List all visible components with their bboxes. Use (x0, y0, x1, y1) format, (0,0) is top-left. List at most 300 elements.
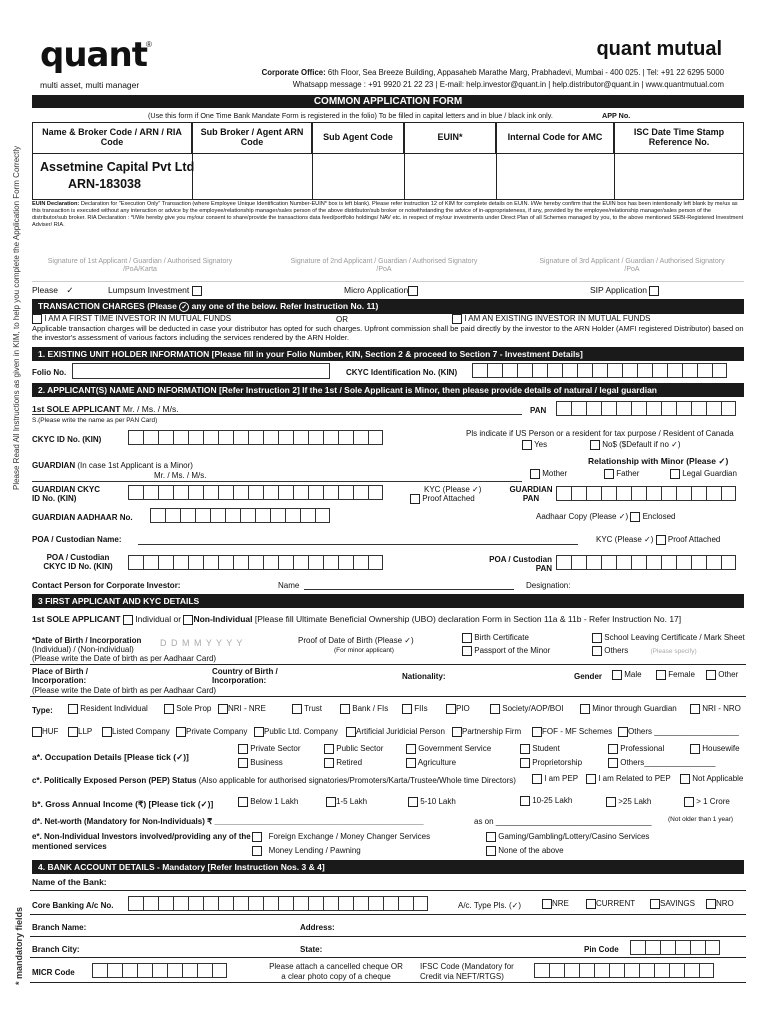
type-option-label: FIIs (414, 704, 428, 714)
gender-male-option[interactable] (612, 670, 642, 680)
section2-header: 2. APPLICANT(S) NAME AND INFORMATION [Refer Instruction 2] If the 1st / Sole Applicant is Minor, then please provide details of natural / legal guardian (32, 383, 744, 397)
ac-nro-option[interactable] (706, 899, 734, 909)
male-checkbox[interactable] (612, 670, 622, 680)
ckyc-id-label: CKYC ID No. (KIN) (32, 435, 102, 444)
sole-mr-label: Mr. / Ms. / M/s. (122, 404, 179, 414)
type-option-label: LLP (78, 727, 93, 737)
pep-row (32, 776, 516, 785)
type2-fof[interactable] (532, 727, 612, 737)
ifsc-label: IFSC Code (Mandatory for Credit via NEFT/RTGS) (420, 962, 514, 981)
place-birth-note: (Please write the Date of birth as per Aadhaar Card) (32, 686, 217, 695)
gender-other-option[interactable] (706, 670, 738, 680)
birth-cert-checkbox[interactable] (462, 633, 472, 643)
ac-type-checkbox[interactable] (650, 899, 660, 909)
occupation-checkbox[interactable] (238, 744, 248, 754)
aadhaar-copy-option[interactable]: Aadhaar Copy (Please ✓) Enclosed (536, 512, 676, 522)
type-checkbox[interactable] (102, 727, 112, 737)
occ-business[interactable] (238, 758, 283, 768)
occupation-checkbox[interactable] (406, 758, 416, 768)
sole-applicant-label: 1st SOLE APPLICANT (32, 404, 121, 414)
pep-label: c*. Politically Exposed Person (PEP) Status (32, 776, 197, 785)
income-checkbox[interactable] (326, 797, 336, 807)
svc-option-2[interactable] (252, 846, 361, 856)
guardian-proof-label: Proof Attached (422, 494, 475, 504)
us-person-label: Pls indicate if US Person or a resident for tax purpose / Resident of Canada (466, 429, 734, 438)
country-birth-label: Country of Birth / Incorporation: (212, 667, 278, 685)
type-checkbox[interactable] (532, 727, 542, 737)
income-option-label: > 1 Crore (696, 797, 730, 807)
brand-name: quant mutual (596, 38, 722, 60)
occupation-option-label: Private Sector (250, 744, 301, 754)
tick-icon: ✓ (472, 485, 479, 494)
guardian-proof-checkbox[interactable] (410, 494, 420, 504)
lumpsum-checkbox[interactable] (192, 286, 202, 296)
poa-pan-boxes[interactable] (556, 555, 736, 570)
us-yes-checkbox[interactable] (522, 440, 532, 450)
guardian-ckyc-label: GUARDIAN CKYC ID No. (KIN) (32, 485, 100, 503)
folio-input[interactable] (72, 363, 330, 379)
occupation-option-label: Public Sector (336, 744, 384, 754)
income-text: b*. Gross Annual Income (₹) [Please tick ( (32, 799, 201, 809)
passport-option[interactable] (462, 646, 550, 656)
minor-applicant-note: (For minor applicant) (334, 647, 394, 654)
occupation-option-label: Government Service (418, 744, 492, 754)
occupation-checkbox[interactable] (406, 744, 416, 754)
gender-female-option[interactable] (656, 670, 695, 680)
type-nri-nro[interactable] (690, 704, 741, 714)
type2-huf[interactable] (32, 727, 58, 737)
dob-sub: (Individual) / (Non-individual) (32, 645, 134, 654)
svc-option-3[interactable] (486, 832, 649, 842)
kyc-sole-row (32, 614, 681, 625)
guardian-kyc-text: KYC (Please (424, 485, 470, 494)
type-option-label: Partnership Firm (462, 727, 522, 737)
relationship-text: Relationship with Minor (Please (588, 456, 716, 466)
poa-ckyc-boxes[interactable] (128, 555, 383, 570)
legal-guardian-checkbox[interactable] (670, 469, 680, 479)
tick-icon: ✓ (66, 285, 74, 295)
type2-ajp[interactable] (346, 727, 445, 737)
ac-type-checkbox[interactable] (542, 899, 552, 909)
type-label: Type: (32, 706, 53, 715)
sip-checkbox[interactable] (649, 286, 659, 296)
occ-professional[interactable] (608, 744, 664, 754)
type-checkbox[interactable] (68, 704, 78, 714)
guardian-pan-boxes[interactable] (556, 486, 736, 501)
occ-public[interactable] (324, 744, 383, 754)
type2-others[interactable] (618, 727, 739, 737)
transaction-charges-header (32, 299, 744, 314)
svc-option-4[interactable] (486, 846, 564, 856)
mother-option[interactable] (530, 469, 567, 479)
income-option-4[interactable] (520, 796, 572, 806)
income-checkbox[interactable] (606, 797, 616, 807)
as-on-field[interactable]: as on ___________________________________ (474, 817, 652, 826)
guardian-mr: Mr. / Ms. / M/s. (154, 471, 207, 480)
occupation-text: a*. Occupation Details [Please tick ( (32, 752, 177, 762)
type-option-label: Minor through Guardian (592, 704, 677, 714)
ac-nre-option[interactable] (542, 899, 569, 909)
poa-name-input[interactable] (138, 544, 578, 545)
type-checkbox[interactable] (32, 727, 42, 737)
pep-option-label: I am PEP (544, 774, 579, 784)
income-option-label: 10-25 Lakh (532, 796, 573, 806)
service-checkbox[interactable] (252, 846, 262, 856)
ac-type-checkbox[interactable] (706, 899, 716, 909)
contact-name-label: Name (278, 581, 300, 590)
section1-header: 1. EXISTING UNIT HOLDER INFORMATION [Please fill in your Folio Number, KIN, Section 2 & proceed to Section 7 - Investment Details] (32, 347, 744, 361)
type-nri-nre[interactable] (218, 704, 266, 714)
type-trust[interactable] (292, 704, 322, 714)
tick-circle-icon: ✓ (179, 302, 189, 312)
type-checkbox[interactable] (292, 704, 302, 714)
school-cert-option[interactable] (592, 633, 745, 643)
service-checkbox[interactable] (486, 832, 496, 842)
service-checkbox[interactable] (252, 832, 262, 842)
mother-checkbox[interactable] (530, 469, 540, 479)
type-checkbox[interactable] (446, 704, 456, 714)
father-option[interactable] (604, 469, 639, 479)
non-individual-checkbox[interactable] (183, 615, 193, 625)
occ-others[interactable] (608, 758, 715, 768)
broker-divider-3 (404, 154, 405, 200)
type-society[interactable] (490, 704, 564, 714)
state-label: State: (300, 945, 323, 954)
passport-checkbox[interactable] (462, 646, 472, 656)
service-option-label: Foreign Exchange / Money Changer Services (268, 832, 431, 842)
guardian-proof-option[interactable] (410, 494, 475, 504)
type-checkbox[interactable] (218, 704, 228, 714)
quant-logo: quant (40, 35, 147, 75)
type-checkbox[interactable] (176, 727, 186, 737)
first-time-checkbox[interactable] (32, 314, 42, 324)
us-yes-label: Yes (534, 440, 548, 450)
place-birth-label: Place of Birth / Incorporation: (32, 667, 89, 685)
poa-name-label: POA / Custodian Name: (32, 535, 122, 544)
occ-housewife[interactable] (690, 744, 740, 754)
guardian-kyc-label: KYC (Please ✓) (424, 485, 482, 494)
individual-checkbox[interactable] (123, 615, 133, 625)
income-checkbox[interactable] (684, 797, 694, 807)
mother-label: Mother (542, 469, 568, 479)
guardian-label: GUARDIAN (32, 461, 76, 470)
occ-retired[interactable] (324, 758, 362, 768)
legal-guardian-option[interactable] (670, 469, 737, 479)
type-option-label: NRI - NRE (228, 704, 266, 714)
school-cert-label: School Leaving Certificate / Mark Sheet (604, 633, 745, 643)
occ-proprietorship[interactable] (520, 758, 582, 768)
guardian-aadhaar-label: GUARDIAN AADHAAR No. (32, 513, 133, 522)
income-label: b*. Gross Annual Income (₹) [Please tick (✓)] (32, 799, 214, 809)
type-minor[interactable] (580, 704, 677, 714)
pan-label: PAN (530, 406, 547, 415)
type-option-label: HUF (42, 727, 59, 737)
ac-type-option-label: NRO (716, 899, 734, 909)
service-option-label: None of the above (498, 846, 564, 856)
occ-govt[interactable] (406, 744, 491, 754)
designation-label: Designation: (526, 581, 571, 590)
us-no-checkbox[interactable] (590, 440, 600, 450)
others-dob-option[interactable] (592, 646, 697, 656)
father-label: Father (616, 469, 640, 479)
type2-partnership[interactable] (452, 727, 521, 737)
dob-format-input[interactable]: D D M M Y Y Y Y (160, 638, 244, 648)
contact-person-label: Contact Person for Corporate Investor: (32, 581, 181, 590)
service-checkbox[interactable] (486, 846, 496, 856)
place-top-line (30, 664, 746, 665)
branch-name-label: Branch Name: (32, 923, 87, 932)
cheque-note: Please attach a cancelled cheque OR a clear photo copy of a cheque (269, 962, 403, 981)
occupation-option-label: Business (250, 758, 283, 768)
broker-name[interactable]: Assetmine Capital Pvt Ltd (40, 160, 195, 174)
pan-boxes[interactable] (556, 401, 736, 416)
occupation-option-label: Agriculture (417, 758, 457, 768)
occupation-checkbox[interactable] (690, 744, 700, 754)
us-no-option[interactable]: No$ ($Default if no ✓) (590, 440, 681, 450)
type2-private[interactable] (176, 727, 247, 737)
signature-1[interactable]: Signature of 1st Applicant / Guardian / Authorised Signatory /PoA/Karta (47, 258, 233, 274)
pep-option-1[interactable] (532, 774, 578, 784)
sub-broker-header: Sub Broker / Agent ARN Code (192, 122, 312, 154)
please-label: Please (32, 285, 58, 295)
transaction-note: Applicable transaction charges will be deducted in case your distributor has opted for such charges. Upfront commission shall be paid directly by the investor to the ARN Holder (AMFI registered Distributor) based on the investor's assessment of various factors including the services rendered by the ARN Holder. (32, 324, 744, 343)
type-fiis[interactable] (402, 704, 428, 714)
pep-note: (Also applicable for authorised signatories/Promoters/Karta/Trustee/Whole time Directors) (198, 776, 516, 785)
type2-public[interactable] (254, 727, 338, 737)
father-checkbox[interactable] (604, 469, 614, 479)
guardian-note: (In case 1st Applicant is a Minor) (77, 461, 193, 470)
signature-2[interactable]: Signature of 2nd Applicant / Guardian / Authorised Signatory /PoA (290, 258, 478, 274)
existing-option[interactable] (452, 314, 650, 324)
ac-current-option[interactable] (586, 899, 635, 909)
first-time-label: I AM A FIRST TIME INVESTOR IN MUTUAL FUNDS (44, 314, 232, 324)
tick-icon: ✓ (644, 535, 651, 545)
broker-arn[interactable]: ARN-183038 (68, 177, 141, 191)
type-option-label: FOF - MF Schemes (542, 727, 613, 737)
type-checkbox[interactable] (402, 704, 412, 714)
occupation-option-label: Proprietorship (532, 758, 583, 768)
poa-ckyc-label: POA / Custodian CKYC ID No. (KIN) (43, 553, 113, 571)
core-banking-boxes[interactable] (128, 896, 428, 911)
folio-label: Folio No. (32, 368, 67, 377)
income-option-5[interactable] (606, 797, 651, 807)
or-label: OR (336, 315, 348, 324)
income-option-label: 5-10 Lakh (420, 797, 456, 807)
aadhaar-copy-label: Aadhaar Copy (Please (536, 512, 617, 522)
occupation-checkbox[interactable] (608, 744, 618, 754)
type-option-label: Society/AOP/BOI (502, 704, 564, 714)
occupation-option-label: Professional (620, 744, 665, 754)
pep-option-label: Not Applicable (692, 774, 744, 784)
type2-listed[interactable] (102, 727, 170, 737)
income-option-label: 1-5 Lakh (336, 797, 368, 807)
networth-field[interactable]: d*. Net-worth (Mandatory for Non-Individuals) ₹ _______________________________________________ (32, 817, 424, 826)
type-checkbox[interactable] (340, 704, 350, 714)
other-label: Other (718, 670, 739, 680)
existing-checkbox[interactable] (452, 314, 462, 324)
ckyc-kin-boxes[interactable] (472, 363, 727, 378)
dob-note: (Please write the Date of birth as per Aadhaar Card) (32, 654, 217, 663)
ifsc-boxes[interactable] (534, 963, 714, 978)
form-instruction: (Use this form if One Time Bank Mandate Form is registered in the folio) To be filled in capital letters and in blue / black ink only. (148, 111, 553, 120)
non-individual-label: e*. Non-Individual Investors involved/providing any of the mentioned services (32, 832, 251, 851)
svc-option-1[interactable] (252, 832, 430, 842)
investment-row (32, 285, 74, 296)
office-address (262, 68, 724, 77)
ubo-note: [Please fill Ultimate Beneficial Ownership (UBO) declaration Form in Section 11a & 11b - Refer Instruction No. 17] (254, 614, 682, 624)
occ-agriculture[interactable] (406, 758, 456, 768)
broker-code-header: Name & Broker Code / ARN / RIA Code (32, 122, 192, 154)
type-option-label: Trust (304, 704, 323, 714)
pep-option-3[interactable] (680, 774, 743, 784)
type2-llp[interactable] (68, 727, 92, 737)
poa-kyc-label: KYC (Please (596, 535, 642, 545)
kyc-sole-label: 1st SOLE APPLICANT (32, 614, 121, 624)
not-older-note: (Not older than 1 year) (668, 816, 734, 823)
broker-divider-5 (614, 154, 615, 200)
micr-line (30, 982, 746, 983)
female-label: Female (668, 670, 695, 680)
pep-checkbox[interactable] (586, 774, 596, 784)
school-cert-checkbox[interactable] (592, 633, 602, 643)
guardian-name-input[interactable] (32, 481, 522, 482)
type-checkbox[interactable] (580, 704, 590, 714)
pep-option-2[interactable] (586, 774, 671, 784)
income-checkbox[interactable] (520, 796, 530, 806)
others-dob-label: Others (604, 646, 629, 656)
income-option-6[interactable] (684, 797, 730, 807)
proof-dob-label: Proof of Date of Birth (Please ✓) (298, 636, 414, 645)
aadhaar-enclosed-checkbox[interactable] (630, 512, 640, 522)
first-time-option[interactable] (32, 314, 231, 324)
income-checkbox[interactable] (238, 797, 248, 807)
occupation-checkbox[interactable] (238, 758, 248, 768)
type-checkbox[interactable] (618, 727, 628, 737)
occ-private[interactable] (238, 744, 300, 754)
tick-icon: ✓ (718, 456, 726, 466)
other-checkbox[interactable] (706, 670, 716, 680)
sub-agent-header: Sub Agent Code (312, 122, 404, 154)
income-checkbox[interactable] (408, 797, 418, 807)
euin-label: EUIN Declaration: (32, 201, 80, 207)
income-option-2[interactable] (326, 797, 367, 807)
pin-code-boxes[interactable] (630, 940, 720, 955)
non-individual-label: Non-Individual (193, 614, 253, 624)
micr-boxes[interactable] (92, 963, 227, 978)
service-option-label: Money Lending / Pawning (268, 846, 361, 856)
us-yes-option[interactable] (522, 440, 547, 450)
tick-icon: ✓ (176, 752, 184, 762)
internal-code-header: Internal Code for AMC (496, 122, 614, 154)
micr-label: MICR Code (32, 968, 75, 977)
side-mandatory: * mandatory fields (14, 906, 24, 985)
female-checkbox[interactable] (656, 670, 666, 680)
occupation-option-label: Others________________ (620, 758, 716, 768)
type-sole-prop[interactable] (164, 704, 211, 714)
birth-cert-option[interactable] (462, 633, 529, 643)
type-option-label: Artificial Juridicial Person (356, 727, 445, 737)
pep-checkbox[interactable] (680, 774, 690, 784)
type-option-label: Public Ltd. Company (264, 727, 338, 737)
type-checkbox[interactable] (346, 727, 356, 737)
pep-checkbox[interactable] (532, 774, 542, 784)
individual-label: Individual or (135, 614, 182, 624)
guardian-aadhaar-boxes[interactable] (150, 508, 330, 523)
type-checkbox[interactable] (452, 727, 462, 737)
occupation-option-label: Housewife (702, 744, 740, 754)
income-option-3[interactable] (408, 797, 456, 807)
type-checkbox[interactable] (254, 727, 264, 737)
occupation-checkbox[interactable] (608, 758, 618, 768)
sip-option[interactable] (590, 285, 659, 296)
type-checkbox[interactable] (690, 704, 700, 714)
contact-line: Whatsapp message : +91 9920 21 22 23 | E-mail: help.investor@quant.in | help.distributor@quant.in | www.quantmutual.com (292, 80, 724, 89)
broker-divider-2 (312, 154, 313, 200)
ac-savings-option[interactable] (650, 899, 695, 909)
type-option-label: Listed Company (112, 727, 170, 737)
type-checkbox[interactable] (164, 704, 174, 714)
existing-label: I AM AN EXISTING INVESTOR IN MUTUAL FUNDS (464, 314, 651, 324)
sole-name-input[interactable] (32, 414, 522, 415)
occupation-checkbox[interactable] (324, 758, 334, 768)
isc-header: ISC Date Time Stamp Reference No. (614, 122, 744, 154)
lumpsum-option[interactable] (108, 285, 202, 296)
tick-icon: ✓ (511, 901, 519, 910)
ac-type-checkbox[interactable] (586, 899, 596, 909)
contact-name-input[interactable] (304, 589, 514, 590)
core-banking-label: Core Banking A/c No. (32, 901, 114, 910)
address-label: Address: (300, 923, 335, 932)
occupation-checkbox[interactable] (520, 744, 530, 754)
type-resident[interactable] (68, 704, 148, 714)
form-title: COMMON APPLICATION FORM (32, 95, 744, 108)
specify-note: (Please specify) (650, 648, 697, 656)
guardian-ckyc-boxes[interactable] (128, 485, 383, 500)
pep-option-label: I am Related to PEP (598, 774, 671, 784)
type-bank[interactable] (340, 704, 388, 714)
type-pio[interactable] (446, 704, 470, 714)
type-option-label: NRI - NRO (702, 704, 741, 714)
legal-guardian-label: Legal Guardian (682, 469, 737, 479)
section4-header: 4. BANK ACCOUNT DETAILS - Mandatory [Refer Instruction Nos. 3 & 4] (32, 860, 744, 874)
poa-proof-label: Proof Attached (667, 535, 721, 545)
type-checkbox[interactable] (68, 727, 78, 737)
registered-mark: ® (146, 40, 152, 49)
micro-checkbox[interactable] (408, 286, 418, 296)
occ-student[interactable] (520, 744, 560, 754)
occupation-checkbox[interactable] (324, 744, 334, 754)
poa-proof-checkbox[interactable] (656, 535, 666, 545)
type-option-label: Resident Individual (80, 704, 148, 714)
side-instruction: Please Read All Instructions as given in KIM, to help you complete the Application Form Correctly (12, 145, 21, 490)
income-option-1[interactable] (238, 797, 298, 807)
micro-label: Micro Application (344, 285, 409, 295)
proof-dob-text: Proof of Date of Birth (Please (298, 636, 403, 645)
micro-option[interactable] (344, 285, 418, 296)
ac-type-option-label: SAVINGS (660, 899, 695, 909)
sip-label: SIP Application (590, 285, 648, 295)
others-dob-checkbox[interactable] (592, 646, 602, 656)
type-option-label: Bank / FIs (352, 704, 389, 714)
ckyc-id-boxes[interactable] (128, 430, 383, 445)
tick-icon: ✓ (618, 512, 626, 522)
type-checkbox[interactable] (490, 704, 500, 714)
relationship-label: Relationship with Minor (Please ✓) (588, 456, 729, 466)
occupation-checkbox[interactable] (520, 758, 530, 768)
guardian-pan-label: GUARDIAN PAN (509, 485, 553, 503)
poa-kyc-option[interactable]: KYC (Please ✓) Proof Attached (596, 535, 721, 545)
signature-3[interactable]: Signature of 3rd Applicant / Guardian / Authorised Signatory /PoA (539, 258, 725, 274)
